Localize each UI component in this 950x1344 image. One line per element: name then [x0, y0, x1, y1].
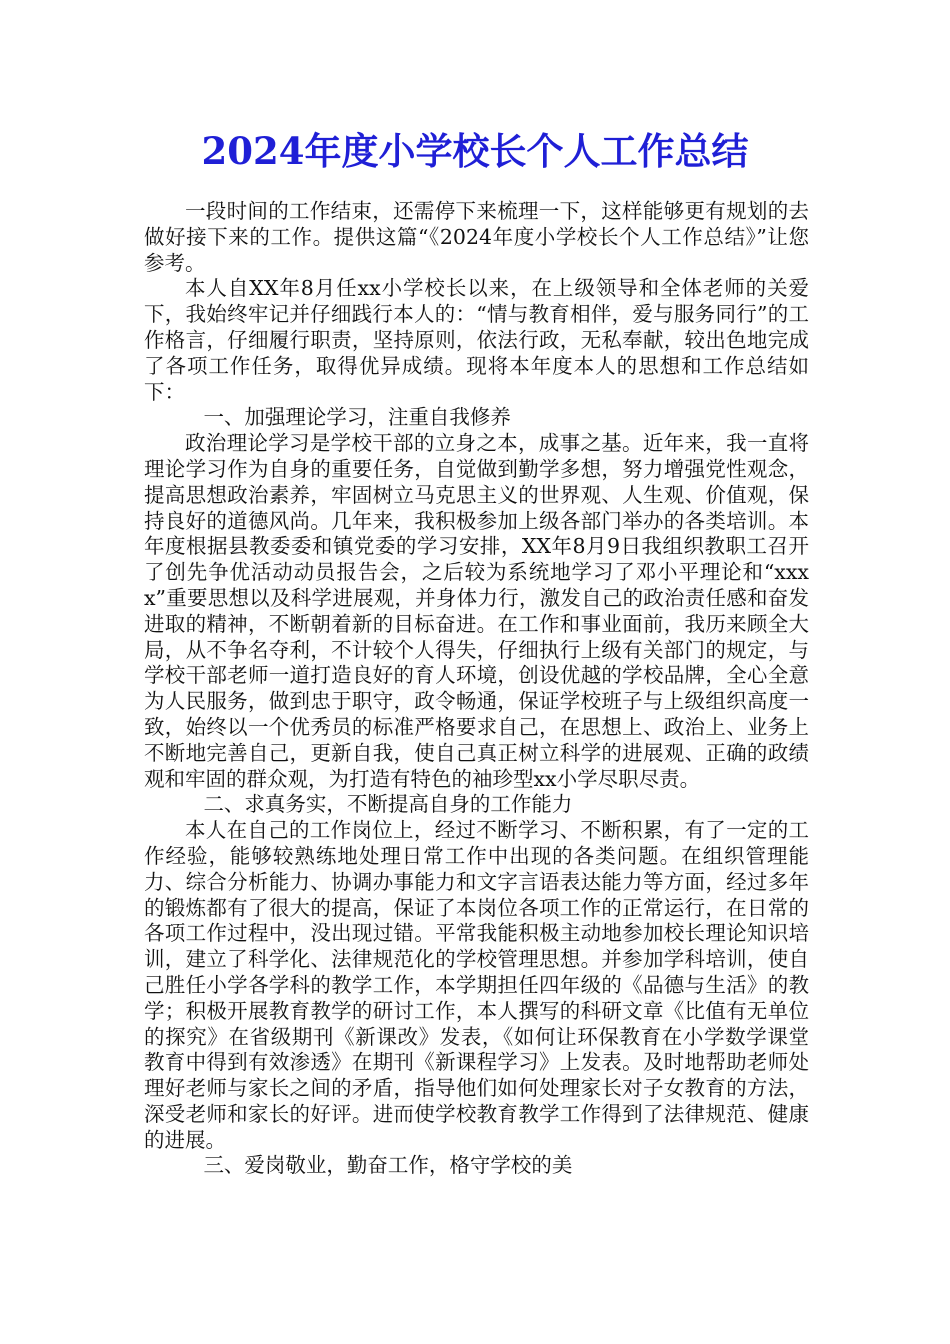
document-title: 2024年度小学校长个人工作总结	[201, 129, 749, 173]
section-1-paragraph: 政治理论学习是学校干部的立身之本，成事之基。近年来，我一直将理论学习作为自身的重要任务，自觉做到勤学多想，努力增强党性观念，提高思想政治素养，牢固树立马克思主义的世界观、人生观、价值观，保持良好的道德风尚。几年来，我积极参加上级各部门举办的各类培训。本年度根据县教委委和镇党委的学习安排，XX年8月9日我组织教职工召开了创先争优活动动员报告会，之后较为系统地学习了邓小平理论和“xxxx”重要思想以及科学进展观，并身体力行，激发自己的政治责任感和奋发进取的精神，不断朝着新的目标奋进。在工作和事业面前，我历来顾全大局，从不争名夺利，不计较个人得失，仔细执行上级有关部门的规定，与学校干部老师一道打造良好的育人环境，创设优越的学校品牌，全心全意为人民服务，做到忠于职守，政令畅通，保证学校班子与上级组织高度一致，始终以一个优秀员的标准严格要求自己，在思想上、政治上、业务上不断地完善自己，更新自我，使自己真正树立科学的进展观、正确的政绩观和牢固的群众观，为打造有特色的袖珍型xx小学尽职尽责。	[144, 431, 809, 791]
section-heading-3: 三、爱岗敬业，勤奋工作，格守学校的美	[203, 1153, 573, 1178]
section-heading-2: 二、求真务实，不断提高自身的工作能力	[203, 792, 573, 817]
section-heading-1: 一、加强理论学习，注重自我修养	[203, 405, 511, 430]
document-body	[144, 199, 809, 1179]
intro-paragraph: 一段时间的工作结束，还需停下来梳理一下，这样能够更有规划的去做好接下来的工作。提供这篇“《2024年度小学校长个人工作总结》”让您参考。	[144, 199, 809, 275]
self-intro-paragraph: 本人自XX年8月任xx小学校长以来，在上级领导和全体老师的关爱下，我始终牢记并仔细践行本人的：“情与教育相伴，爱与服务同行”的工作格言，仔细履行职责，坚持原则，依法行政，无私奉献，较出色地完成了各项工作任务，取得优异成绩。现将本年度本人的思想和工作总结如下：	[144, 276, 809, 404]
section-2-paragraph: 本人在自己的工作岗位上，经过不断学习、不断积累，有了一定的工作经验，能够较熟练地处理日常工作中出现的各类问题。在组织管理能力、综合分析能力、协调办事能力和文字言语表达能力等方面，经过多年的锻炼都有了很大的提高，保证了本岗位各项工作的正常运行，在日常的各项工作过程中，没出现过错。平常我能积极主动地参加校长理论知识培训，建立了科学化、法律规范化的学校管理思想。并参加学科培训，使自己胜任小学各学科的教学工作，本学期担任四年级的《品德与生活》的教学；积极开展教育教学的研讨工作，本人撰写的科研文章《比值有无单位的探究》在省级期刊《新课改》发表，《如何让环保教育在小学数学课堂教育中得到有效渗透》在期刊《新课程学习》上发表。及时地帮助老师处理好老师与家长之间的矛盾，指导他们如何处理家长对子女教育的方法，深受老师和家长的好评。进而使学校教育教学工作得到了法律规范、健康的进展。	[144, 818, 809, 1152]
